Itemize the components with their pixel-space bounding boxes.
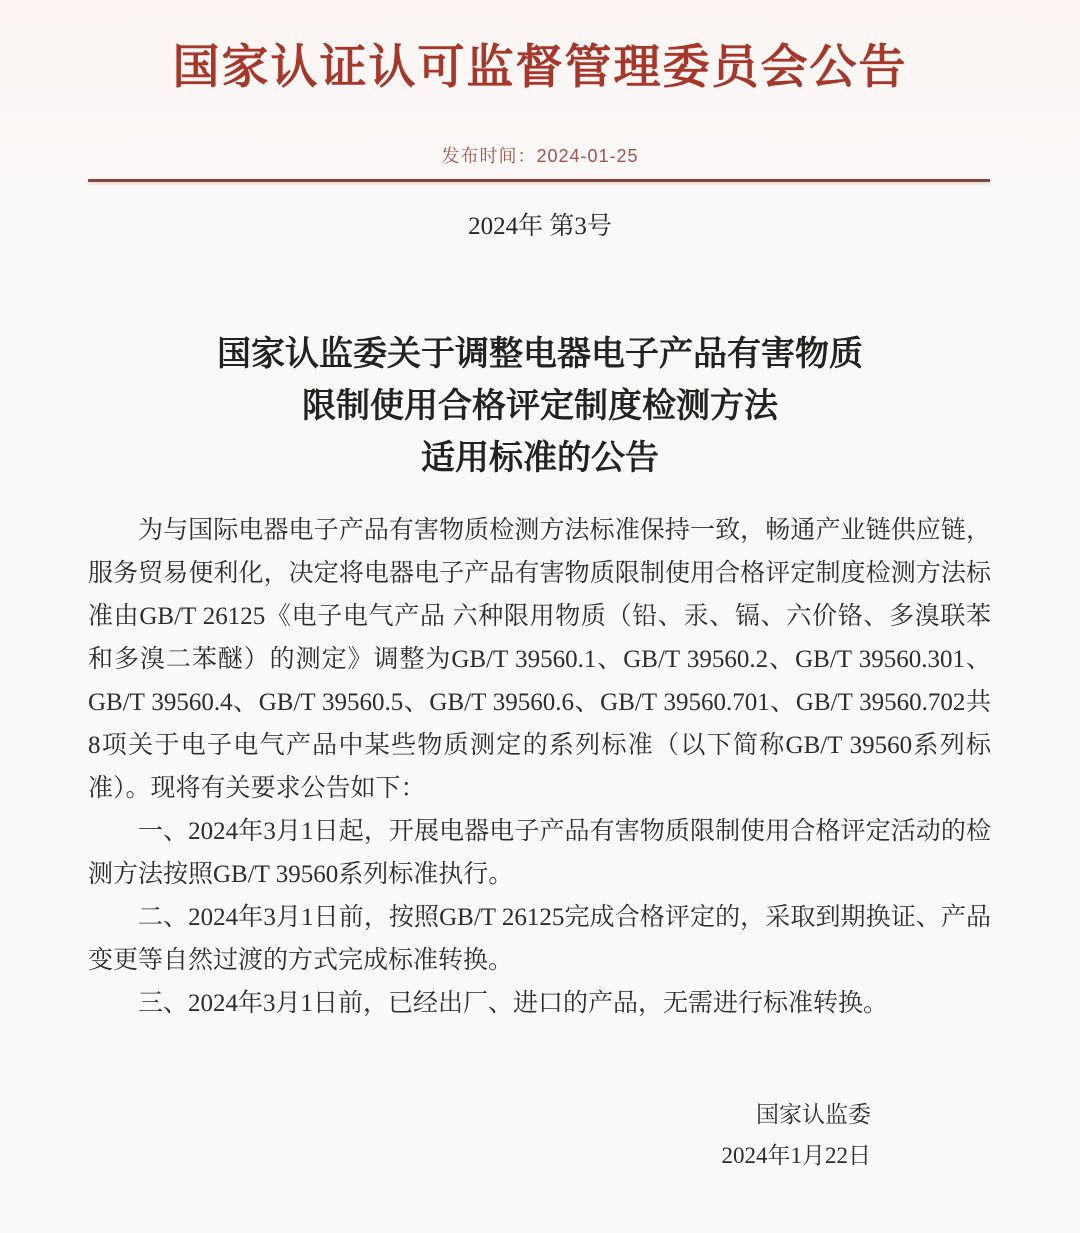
body-paragraph-item-2: 二、2024年3月1日前，按照GB/T 26125完成合格评定的，采取到期换证、产品变更等自然过渡的方式完成标准转换。 — [88, 904, 991, 974]
body-paragraph-item-3: 三、2024年3月1日前，已经出厂、进口的产品，无需进行标准转换。 — [138, 990, 889, 1017]
body-paragraph-intro: 为与国际电器电子产品有害物质检测方法标准保持一致，畅通产业链供应链，服务贸易便利化，决定将电器电子产品有害物质限制使用合格评定制度检测方法标准由GB/T 26125《电子电气产品 六种限用物质（铅、汞、镉、六价铬、多溴联苯和多溴二苯醚）的测定》调整为GB/T 39560.1、GB/T 39560.2、GB/T 39560.301、GB/T 39560.4、GB/T 39560.5、GB/T 39560.6、GB/T 39560.701、GB/T 39560.702共8项关于电子电气产品中某些物质测定的系列标准（以下简称GB/T 39560系列标准）。现将有关要求公告如下： — [88, 517, 991, 802]
document-title-line-1: 国家认监委关于调整电器电子产品有害物质 — [217, 335, 863, 373]
signature-block — [722, 1094, 872, 1176]
signature-date: 2024年1月22日 — [721, 1143, 871, 1168]
body-paragraph-item-1: 一、2024年3月1日起，开展电器电子产品有害物质限制使用合格评定活动的检测方法按照GB/T 39560系列标准执行。 — [88, 818, 991, 888]
publish-time-label: 发布时间： — [441, 146, 537, 166]
document-title-line-3: 适用标准的公告 — [421, 439, 659, 477]
issue-number: 2024年 第3号 — [468, 213, 612, 240]
signature-issuer: 国家认监委 — [756, 1102, 871, 1127]
document-title — [0, 328, 1080, 484]
red-divider — [88, 179, 990, 182]
page-title: 国家认证认可监督管理委员会公告 — [172, 40, 908, 93]
publish-time — [0, 142, 1080, 168]
document-body — [88, 509, 991, 1025]
publish-time-value: 2024-01-25 — [536, 146, 639, 166]
document-title-line-2: 限制使用合格评定制度检测方法 — [302, 387, 778, 425]
